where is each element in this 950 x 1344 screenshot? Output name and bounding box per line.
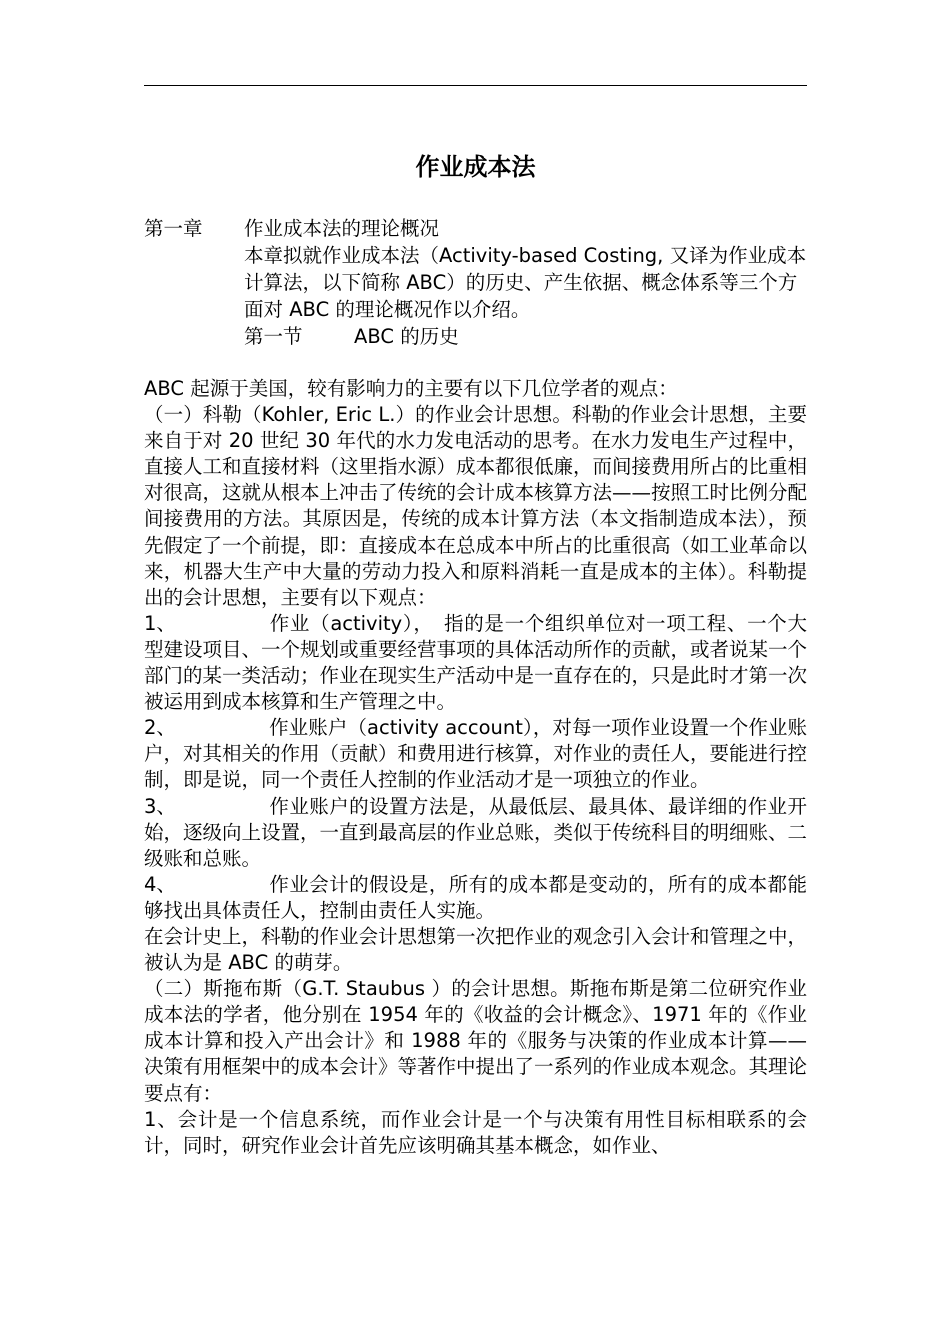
paragraph-kohler: （一）科勒（Kohler, Eric L.）的作业会计思想。科勒的作业会计思想，主要来自于对 20 世纪 30 年代的水力发电活动的思考。在水力发电生产过程中，直接人工和直接材料（这里指水源）成本都很低廉，而间接费用所占的比重相对很高，这就从根本上冲击了传统的会计成本核算方法——按照工时比例分配间接费用的方法。其原因是，传统的成本计算方法（本文指制造成本法），预先假定了一个前提，即：直接成本在总成本中所占的比重很高（如工业革命以来，机器大生产中大量的劳动力投入和原料消耗一直是成本的主体）。科勒提出的会计思想，主要有以下观点： — [144, 403, 808, 609]
chapter-intro: 本章拟就作业成本法（Activity-based Costing, 又译为作业成本计算法，以下简称 ABC）的历史、产生依据、概念体系等三个方面对 ABC 的理论概况作以介绍。 — [244, 244, 807, 321]
list-item-text: 作业（activity）， 指的是一个组织单位对一项工程、一个大型建设项目、一个规划或重要经营事项的具体活动所作的贡献，或者说某一个部门的某一类活动；作业在现实生产活动中是一直存在的，只是此时才第一次被运用到成本核算和生产管理之中。 — [144, 611, 808, 714]
list-item-text: 作业账户（activity account），对每一项作业设置一个作业账户，对其相关的作用（贡献）和费用进行核算，对作业的责任人，要能进行控制，即是说，同一个责任人控制的作业活动才是一项独立的作业。 — [144, 716, 808, 792]
list-item-1 — [144, 611, 807, 715]
paragraph-origin: ABC 起源于美国，较有影响力的主要有以下几位学者的观点： — [144, 377, 678, 400]
paragraph-significance: 在会计史上，科勒的作业会计思想第一次把作业的观念引入会计和管理之中，被认为是 ABC 的萌芽。 — [144, 924, 808, 975]
section-heading — [244, 323, 807, 350]
body-text — [144, 376, 807, 1159]
list-item-3 — [144, 794, 807, 872]
list-item-4 — [144, 872, 807, 924]
chapter-heading-block — [144, 215, 807, 350]
list-item-number: 3、 — [144, 794, 176, 818]
section-number: 第一节 — [244, 325, 303, 348]
paragraph-staubus: （二）斯拖布斯（G.T. Staubus ）的会计思想。斯拖布斯是第二位研究作业成本法的学者，他分别在 1954 年的《收益的会计概念》、1971 年的《作业成本计算和投入产出会计》和 1988 年的《服务与决策的作业成本计算——决策有用框架中的成本会计》等著作中提出了一系列的作业成本观念。其理论要点有： — [144, 977, 808, 1105]
list-item-number: 2、 — [144, 716, 176, 740]
list-item-text: 作业会计的假设是，所有的成本都是变动的，所有的成本都能够找出具体责任人，控制由责任人实施。 — [144, 872, 807, 922]
chapter-title: 作业成本法的理论概况 — [244, 217, 440, 240]
paragraph-staubus-point-1: 1、会计是一个信息系统，而作业会计是一个与决策有用性目标相联系的会计，同时，研究作业会计首先应该明确其基本概念，如作业、 — [144, 1107, 807, 1157]
chapter-number: 第一章 — [144, 217, 203, 240]
list-item-number: 1、 — [144, 611, 176, 635]
list-item-2 — [144, 715, 807, 793]
list-item-text: 作业账户的设置方法是，从最低层、最具体、最详细的作业开始，逐级向上设置，一直到最高层的作业总账，类似于传统科目的明细账、二级账和总账。 — [144, 794, 808, 870]
chapter-heading — [144, 215, 807, 242]
section-title: ABC 的历史 — [354, 325, 459, 348]
list-item-number: 4、 — [144, 872, 176, 896]
header-rule — [144, 85, 807, 86]
document-title: 作业成本法 — [415, 153, 536, 181]
